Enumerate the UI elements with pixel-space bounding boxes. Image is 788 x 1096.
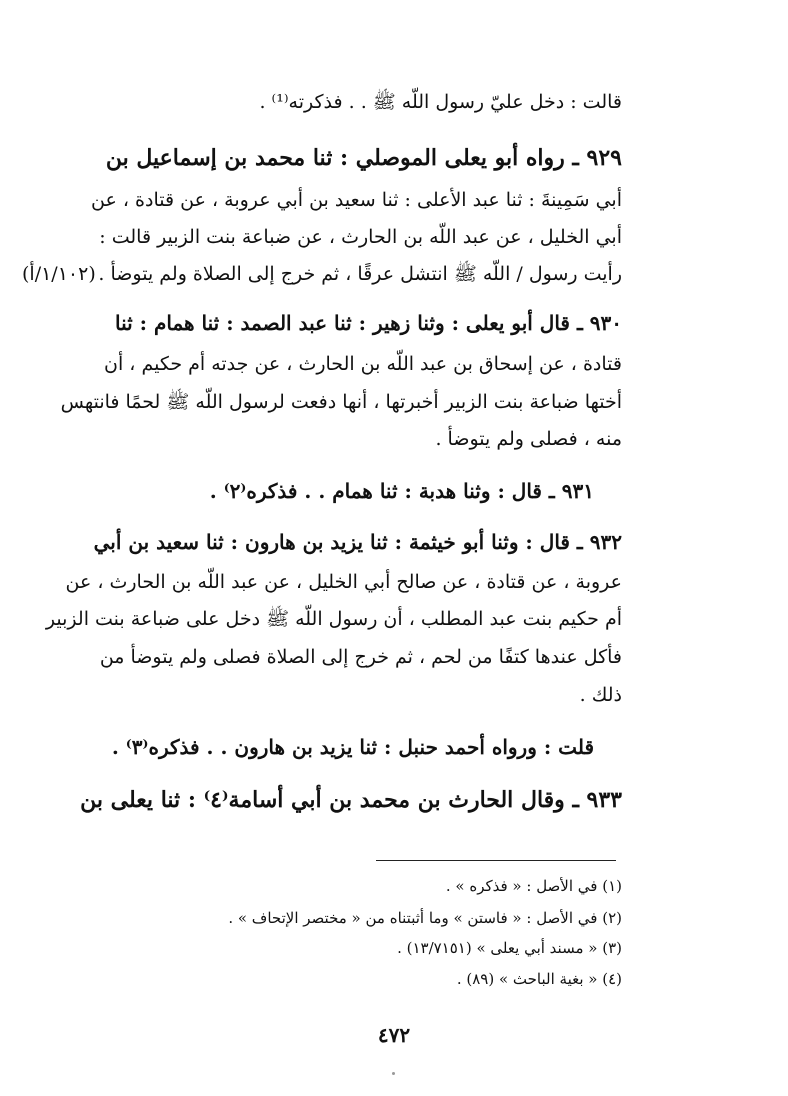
- footnote-separator: [376, 860, 616, 861]
- text-line: رأيت رسول / اللّه ﷺ انتشل عرقًا ، ثم خرج إلى الصلاة ولم يتوضأ .: [98, 263, 622, 285]
- text-line: فأكل عندها كتفًا من لحم ، ثم خرج إلى الصلاة فصلى ولم يتوضأ من: [99, 646, 622, 668]
- text-line-heading: ٩٣٣ ـ وقال الحارث بن محمد بن أبي أسامة⁽٤⁾ : ثنا يعلى بن: [80, 787, 622, 813]
- text-line: منه ، فصلى ولم يتوضأ .: [435, 428, 622, 450]
- footnote: (٤) « بغية الباحث » (٨٩) .: [456, 970, 622, 988]
- text-line-heading: ٩٣٠ ـ قال أبو يعلى : وثنا زهير : ثنا عبد الصمد : ثنا همام : ثنا: [115, 311, 622, 335]
- page-number: ٤٧٢: [377, 1023, 411, 1047]
- text-line-heading: ٩٣٢ ـ قال : وثنا أبو خيثمة : ثنا يزيد بن هارون : ثنا سعيد بن أبي: [93, 530, 622, 554]
- footnote: (٣) « مسند أبي يعلى » (١٣/٧١٥١) .: [397, 939, 622, 957]
- text-line: عروبة ، عن قتادة ، عن صالح أبي الخليل ، عن عبد اللّه بن الحارث ، عن: [65, 571, 622, 593]
- text-line: أم حكيم بنت عبد المطلب ، أن رسول اللّه ﷺ دخل على ضباعة بنت الزبير: [45, 608, 622, 630]
- text-line: ذلك .: [579, 684, 622, 706]
- text-line-heading: ٩٣١ ـ قال : وثنا هدبة : ثنا همام . . فذكره⁽٢⁾ .: [209, 479, 594, 503]
- text-line-heading: ٩٢٩ ـ رواه أبو يعلى الموصلي : ثنا محمد بن إسماعيل بن: [105, 145, 622, 171]
- text-line: أبي الخليل ، عن عبد اللّه بن الحارث ، عن ضباعة بنت الزبير قالت :: [99, 226, 622, 248]
- scan-speck: [392, 1072, 395, 1075]
- footnote: (١) في الأصل : « فذكره » .: [445, 877, 622, 895]
- text-line: أبي سَمِينةَ : ثنا عبد الأعلى : ثنا سعيد بن أبي عروبة ، عن قتادة ، عن: [91, 189, 622, 211]
- margin-folio-reference: (١/١٠٢/أ): [22, 263, 96, 285]
- text-line: قتادة ، عن إسحاق بن عبد اللّه بن الحارث ، عن جدته أم حكيم ، أن: [104, 353, 622, 375]
- text-line: أختها ضباعة بنت الزبير أخبرتها ، أنها دفعت لرسول اللّه ﷺ لحمًا فانتهس: [60, 391, 622, 413]
- text-line: قالت : دخل عليّ رسول اللّه ﷺ . . فذكرته⁽¹⁾ .: [259, 91, 622, 113]
- footnote: (٢) في الأصل : « فاستن » وما أثبتناه من « مختصر الإتحاف » .: [228, 909, 622, 927]
- text-line-heading: قلت : ورواه أحمد حنبل : ثنا يزيد بن هارون . . فذكره⁽٣⁾ .: [111, 735, 594, 759]
